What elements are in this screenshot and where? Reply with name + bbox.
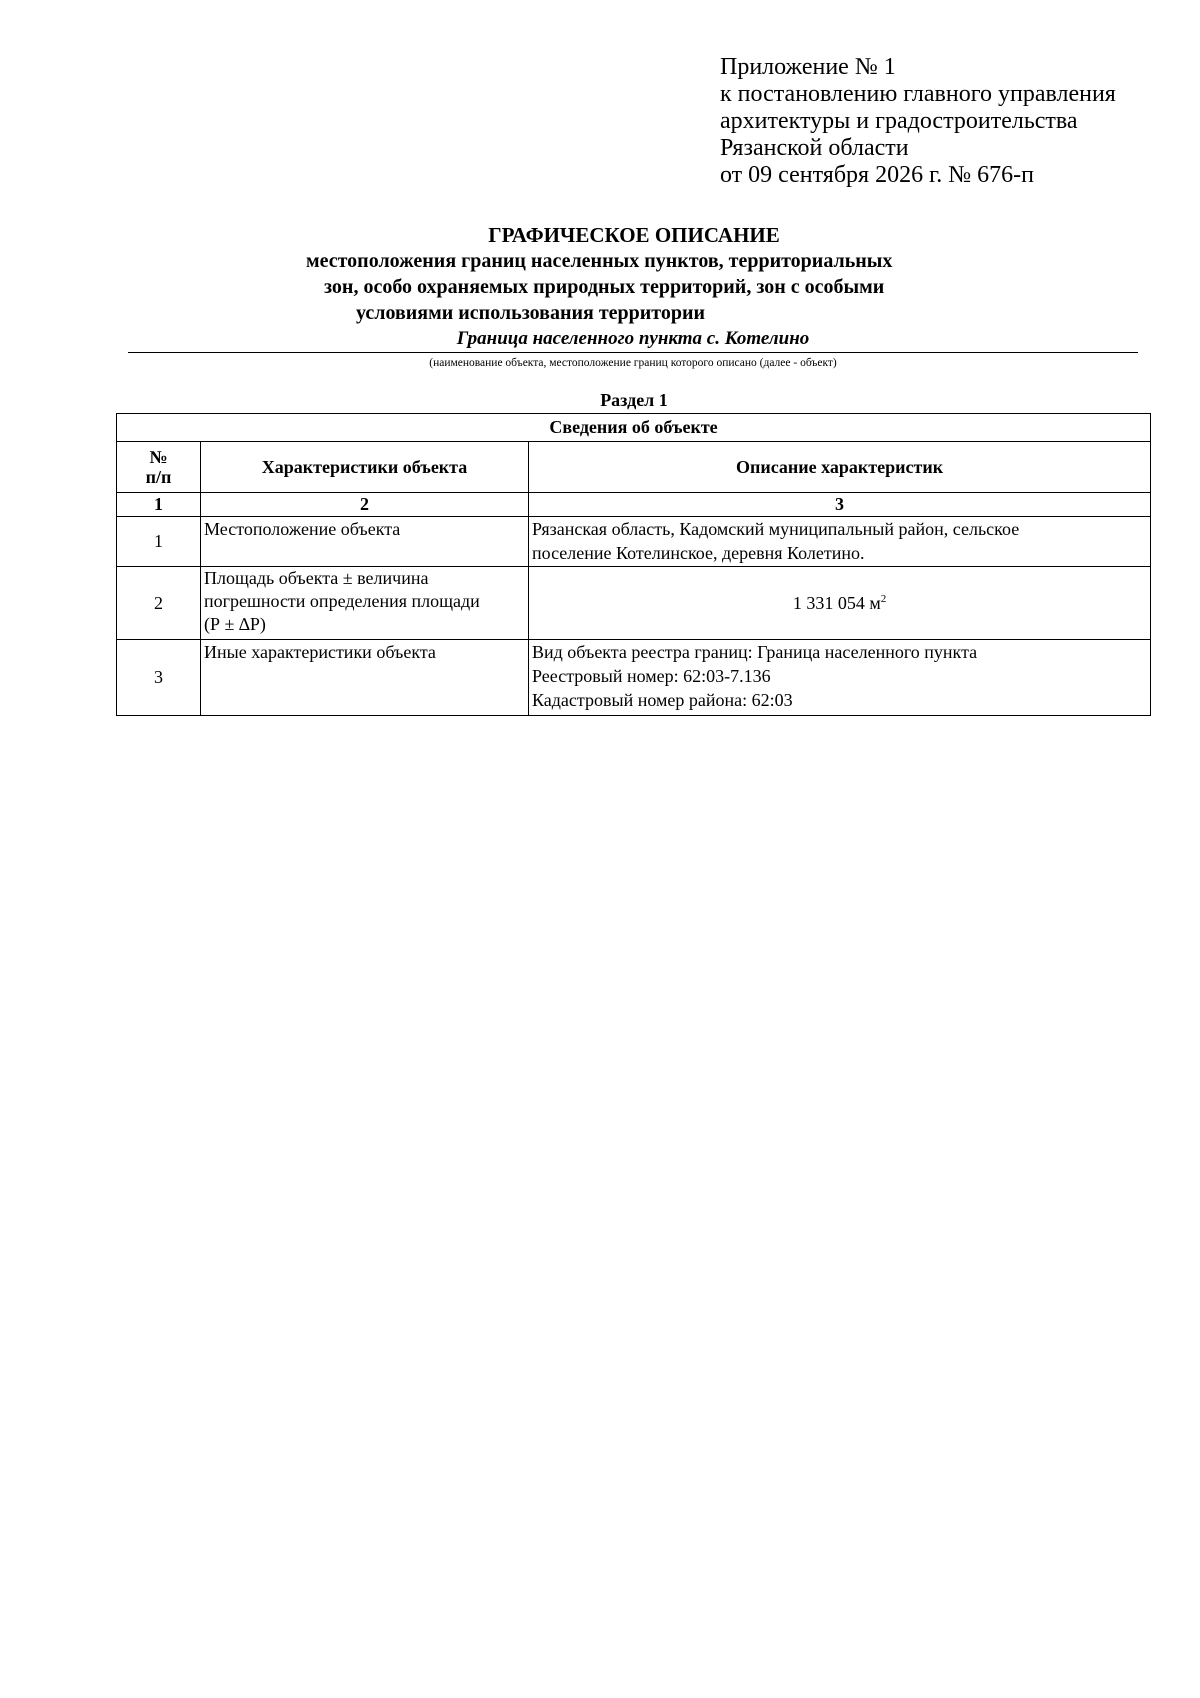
row-characteristic xyxy=(201,567,529,640)
object-name: Граница населенного пункта с. Котелино xyxy=(128,327,1138,353)
characteristic-line: Площадь объекта ± величина xyxy=(204,568,429,588)
column-number: 2 xyxy=(201,493,529,517)
table-header-row xyxy=(117,442,1151,493)
row-characteristic: Местоположение объекта xyxy=(201,517,529,567)
header-num-line2: п/п xyxy=(145,467,172,487)
characteristic-line: погрешности определения площади xyxy=(204,591,480,611)
description-line: Вид объекта реестра границ: Граница населенного пункта xyxy=(532,642,978,662)
table-row xyxy=(117,517,1151,567)
column-number: 1 xyxy=(117,493,201,517)
characteristic-line: (Р ± ∆Р) xyxy=(204,614,266,634)
row-description xyxy=(529,640,1151,716)
description-line: Рязанская область, Кадомский муниципальный район, сельское xyxy=(532,519,1020,539)
table-row xyxy=(117,567,1151,640)
object-name-caption: (наименование объекта, местоположение границ которого описано (далее - объект) xyxy=(429,357,837,369)
appendix-header xyxy=(720,54,1116,189)
column-numbers-row xyxy=(117,493,1151,517)
appendix-line: от 09 сентября 2026 г. № 676-п xyxy=(720,162,1034,188)
document-title: ГРАФИЧЕСКОЕ ОПИСАНИЕ xyxy=(488,223,780,247)
row-characteristic: Иные характеристики объекта xyxy=(201,640,529,716)
description-line: Реестровый номер: 62:03-7.136 xyxy=(532,666,771,686)
description-line: поселение Котелинское, деревня Колетино. xyxy=(532,543,865,563)
header-characteristic: Характеристики объекта xyxy=(201,442,529,493)
column-number: 3 xyxy=(529,493,1151,517)
row-number: 1 xyxy=(117,517,201,567)
table-caption: Сведения об объекте xyxy=(117,414,1151,442)
subtitle-line: условиями использования территории xyxy=(356,302,706,324)
appendix-line: к постановлению главного управления xyxy=(720,81,1116,107)
row-description xyxy=(529,517,1151,567)
table-row xyxy=(117,640,1151,716)
description-line: Кадастровый номер района: 62:03 xyxy=(532,690,793,710)
header-num xyxy=(117,442,201,493)
row-number: 3 xyxy=(117,640,201,716)
appendix-line: архитектуры и градостроительства xyxy=(720,108,1078,134)
header-num-line1: № xyxy=(149,447,168,467)
header-description: Описание характеристик xyxy=(529,442,1151,493)
row-area-value xyxy=(529,567,1151,640)
section-label: Раздел 1 xyxy=(600,390,668,410)
row-number: 2 xyxy=(117,567,201,640)
subtitle-line: зон, особо охраняемых природных территорий, зон с особыми xyxy=(324,276,885,298)
subtitle-line: местоположения границ населенных пунктов, территориальных xyxy=(306,250,893,272)
object-info-table xyxy=(116,413,1151,716)
appendix-line: Приложение № 1 xyxy=(720,54,896,80)
area-unit-exponent: 2 xyxy=(880,592,887,605)
appendix-line: Рязанской области xyxy=(720,135,909,161)
document-subtitle xyxy=(300,248,980,326)
area-value: 1 331 054 м xyxy=(792,592,881,613)
